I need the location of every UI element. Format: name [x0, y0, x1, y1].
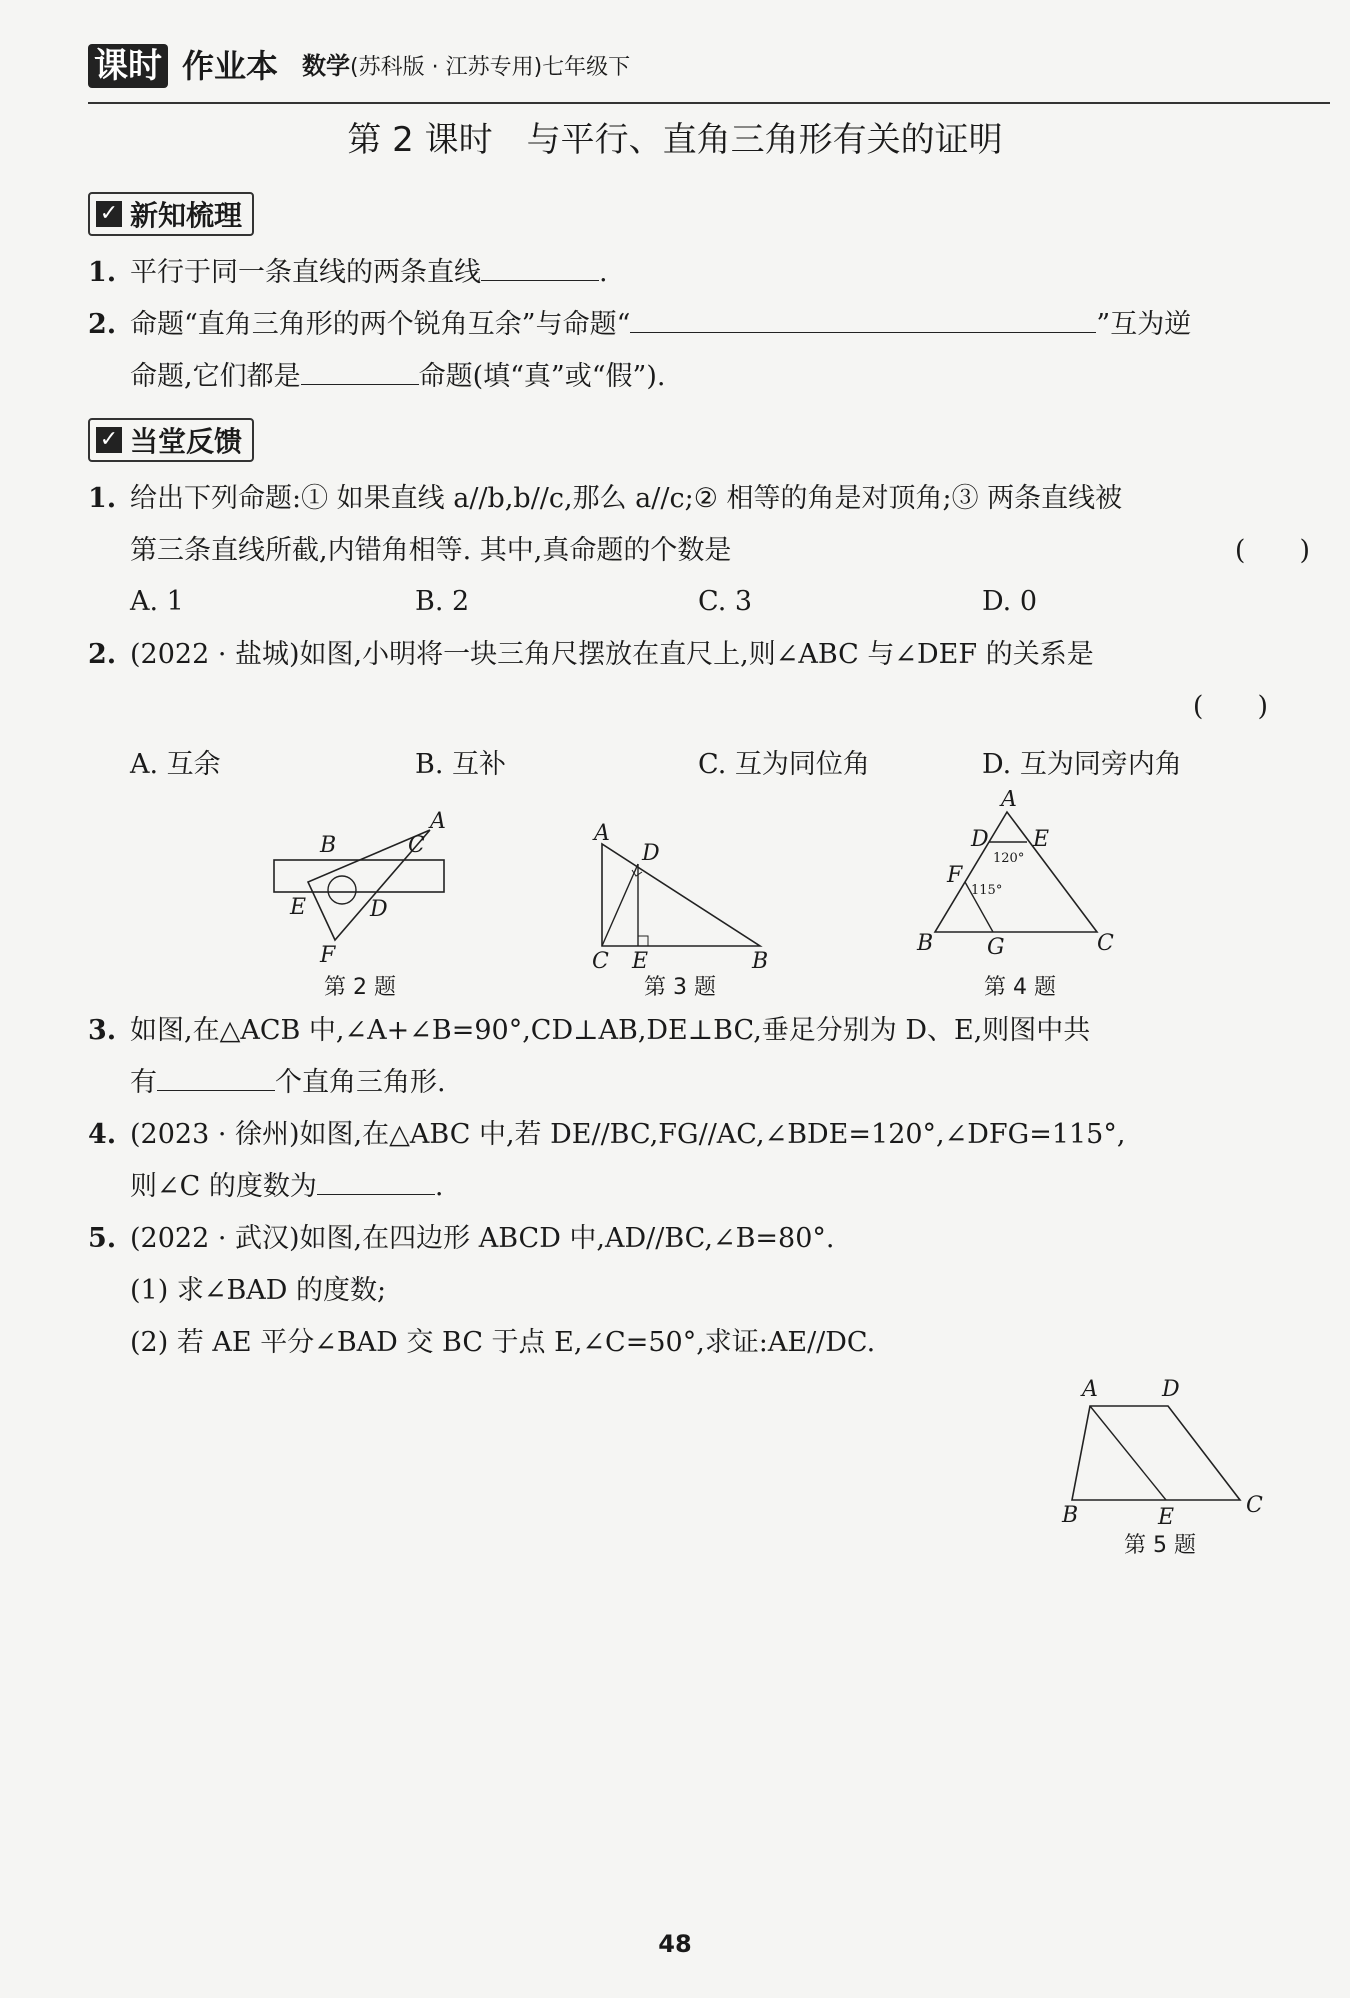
segment-cd	[602, 864, 638, 946]
fb-question-3	[88, 1012, 1268, 1050]
fb-question-4-cont	[88, 1168, 1310, 1206]
figure-5-caption: 第 5 题	[1124, 1533, 1196, 1558]
fb-question-5	[88, 1220, 1268, 1258]
question-number: 2.	[88, 639, 117, 670]
question-number: 5.	[88, 1223, 117, 1254]
lesson-title: 第 2 课时 与平行、直角三角形有关的证明	[347, 120, 1003, 160]
nk-question-2	[88, 306, 1268, 344]
triangle-acb	[602, 844, 760, 946]
figure-4-caption: 第 4 题	[984, 975, 1056, 1000]
segment-ae	[1090, 1406, 1166, 1500]
label-E: E	[1033, 827, 1050, 852]
figure-3-right-triangle	[580, 820, 770, 970]
answer-paren[interactable]: ( )	[1192, 691, 1268, 722]
question-number: 1.	[88, 483, 117, 514]
label-C: C	[592, 949, 609, 970]
question-text: 命题(填“真”或“假”).	[418, 361, 666, 392]
label-D: D	[642, 841, 660, 866]
figure-2-caption: 第 2 题	[324, 975, 396, 1000]
label-E: E	[632, 949, 649, 970]
right-angle-mark	[638, 936, 648, 946]
answer-blank[interactable]	[317, 1170, 435, 1195]
section-title: 当堂反馈	[130, 425, 243, 458]
label-A: A	[1001, 790, 1017, 812]
label-D: D	[1162, 1377, 1180, 1402]
fb-question-2	[88, 636, 1268, 674]
answer-blank[interactable]	[157, 1066, 275, 1091]
answer-blank[interactable]	[481, 256, 599, 281]
section-tag-new-knowledge	[88, 192, 254, 236]
fb-question-5-part-2: (2) 若 AE 平分∠BAD 交 BC 于点 E,∠C=50°,求证:AE//DC.	[130, 1327, 876, 1358]
quadrilateral-abcd	[1072, 1406, 1240, 1500]
checkmark-icon: ✓	[96, 201, 122, 227]
question-number: 4.	[88, 1119, 117, 1150]
answer-paren[interactable]: ( )	[1234, 535, 1310, 566]
answer-blank[interactable]	[630, 308, 1096, 333]
label-D: D	[971, 827, 989, 852]
question-text: 则∠C 的度数为	[130, 1171, 317, 1202]
option-b[interactable]: B. 2	[415, 586, 470, 617]
figure-5-quadrilateral	[1050, 1370, 1280, 1530]
label-E: E	[1158, 1505, 1175, 1530]
question-text: (2022 · 盐城)如图,小明将一块三角尺摆放在直尺上,则∠ABC 与∠DEF 的关系是	[130, 639, 1094, 670]
label-G: G	[987, 935, 1005, 960]
fb-question-4	[88, 1116, 1268, 1154]
option-c[interactable]: C. 互为同位角	[698, 749, 870, 780]
subject-info	[302, 46, 630, 88]
figure-4-triangle	[905, 790, 1115, 970]
angle-label-120: 120°	[993, 851, 1025, 866]
brand-logo-box: 课时	[88, 44, 168, 88]
label-A: A	[430, 809, 446, 834]
label-B: B	[917, 931, 934, 956]
question-text: 命题“直角三角形的两个锐角互余”与命题“	[130, 309, 631, 340]
header	[88, 38, 630, 88]
option-d[interactable]: D. 互为同旁内角	[982, 749, 1182, 780]
figure-2-ruler-triangle	[260, 808, 460, 978]
figure-3-caption: 第 3 题	[644, 975, 716, 1000]
label-B: B	[752, 949, 769, 970]
option-a[interactable]: A. 1	[130, 586, 184, 617]
option-b[interactable]: B. 互补	[415, 749, 507, 780]
option-a[interactable]: A. 互余	[130, 749, 221, 780]
question-number: 1.	[88, 257, 117, 288]
question-text: .	[434, 1171, 444, 1202]
subject-bold: 数学	[302, 52, 351, 80]
label-C: C	[408, 833, 425, 858]
fb-question-1-cont	[88, 532, 1310, 570]
subject-rest: (苏科版 · 江苏专用)七年级下	[350, 55, 631, 80]
question-number: 3.	[88, 1015, 117, 1046]
checkmark-icon: ✓	[96, 427, 122, 453]
label-A: A	[1082, 1377, 1098, 1402]
label-D: D	[370, 897, 388, 922]
question-text: ”互为逆	[1096, 309, 1192, 340]
section-title: 新知梳理	[130, 199, 243, 232]
question-text: 命题,它们都是	[130, 361, 301, 392]
label-C: C	[1097, 931, 1114, 956]
ruler-shape	[274, 860, 444, 892]
question-text: 给出下列命题:① 如果直线 a//b,b//c,那么 a//c;② 相等的角是对顶角;③ 两条直线被	[130, 483, 1123, 514]
label-B: B	[1062, 1503, 1079, 1528]
nk-question-1	[88, 254, 1268, 292]
fb-question-5-part-1: (1) 求∠BAD 的度数;	[130, 1275, 387, 1306]
circle-hole	[328, 876, 356, 904]
header-divider	[88, 102, 1330, 104]
question-text: 有	[130, 1067, 157, 1098]
fb-question-3-cont	[88, 1064, 1310, 1102]
section-tag-feedback	[88, 418, 254, 462]
label-B: B	[320, 833, 337, 858]
label-F: F	[947, 863, 963, 888]
brand-name: 作业本	[182, 47, 279, 85]
label-F: F	[320, 943, 336, 968]
question-text: 平行于同一条直线的两条直线	[130, 257, 481, 288]
question-number: 2.	[88, 309, 117, 340]
question-text: 如图,在△ACB 中,∠A+∠B=90°,CD⊥AB,DE⊥BC,垂足分别为 D、E,则图中共	[130, 1015, 1091, 1046]
angle-label-115: 115°	[971, 883, 1003, 898]
nk-question-2-cont	[88, 358, 1310, 396]
label-A: A	[594, 821, 610, 846]
question-text: .	[599, 257, 608, 288]
question-text: (2023 · 徐州)如图,在△ABC 中,若 DE//BC,FG//AC,∠BDE=120°,∠DFG=115°,	[130, 1119, 1126, 1150]
answer-blank[interactable]	[301, 360, 419, 385]
label-E: E	[290, 895, 307, 920]
option-c[interactable]: C. 3	[698, 586, 753, 617]
question-text: 第三条直线所截,内错角相等. 其中,真命题的个数是	[130, 535, 732, 566]
question-text: (2022 · 武汉)如图,在四边形 ABCD 中,AD//BC,∠B=80°.	[130, 1223, 835, 1254]
fb-question-1	[88, 480, 1268, 518]
label-C: C	[1246, 1493, 1263, 1518]
option-d[interactable]: D. 0	[982, 586, 1038, 617]
question-text: 个直角三角形.	[275, 1067, 446, 1098]
page-number: 48	[658, 1930, 692, 1958]
